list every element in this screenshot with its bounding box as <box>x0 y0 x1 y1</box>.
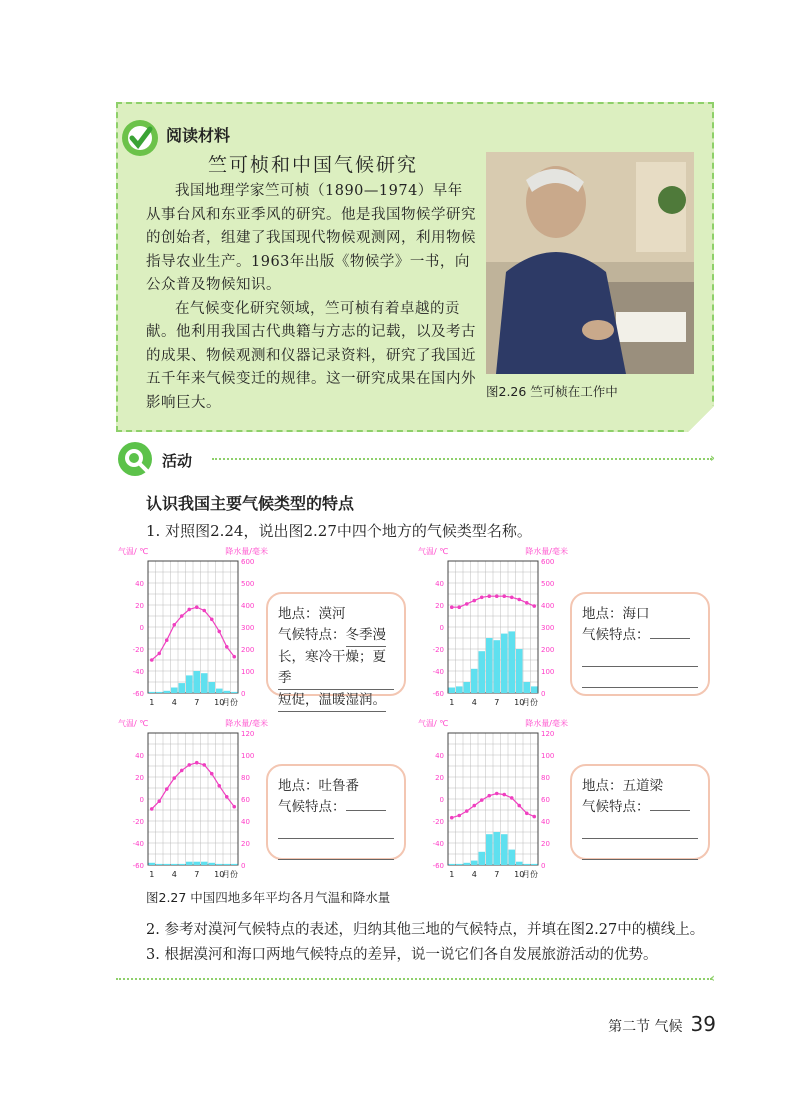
y-tick-precip: 80 <box>541 774 550 782</box>
precip-bar <box>524 682 531 693</box>
precip-bar <box>201 862 208 865</box>
precip-bar <box>209 863 216 865</box>
y-tick-precip: 120 <box>541 730 555 738</box>
precip-bar <box>216 689 223 693</box>
y-tick-temp: -20 <box>432 818 444 826</box>
precip-bar <box>171 688 178 694</box>
precip-bar <box>509 631 516 693</box>
y-tick-temp: 20 <box>135 774 144 782</box>
x-tick: 4 <box>171 870 177 879</box>
x-tick: 10 <box>214 870 225 879</box>
precip-bar <box>164 691 171 693</box>
y-tick-precip: 100 <box>241 668 255 676</box>
place-label: 地点：吐鲁番 <box>278 778 359 794</box>
y-axis-label-temp: 气温/ ℃ <box>418 719 449 728</box>
temperature-point <box>180 614 184 618</box>
precip-bar <box>149 692 156 693</box>
reading-label: 阅读材料 <box>166 126 231 145</box>
precip-bar <box>149 863 156 865</box>
x-tick: 10 <box>514 698 525 707</box>
x-axis-unit: 月份 <box>222 870 238 879</box>
reading-paragraph: 我国地理学家竺可桢（1890—1974）早年从事台风和东亚季风的研究。他是我国物候学研究的创始者，组建了我国现代物候观测网，利用物候指导农业生产。1963年出版《物候学》一书，向公众普及物候知识。 <box>146 183 476 293</box>
temperature-point <box>202 763 206 767</box>
y-tick-temp: -60 <box>132 690 144 698</box>
answer-line[interactable] <box>582 646 698 667</box>
divider-dotted <box>212 458 712 460</box>
x-tick: 4 <box>471 870 477 879</box>
temperature-point <box>472 804 476 808</box>
answer-line[interactable] <box>346 810 386 811</box>
section-name: 第二节 气候 <box>608 1019 683 1035</box>
feature-label: 气候特点： <box>582 627 650 643</box>
temperature-point <box>487 594 491 598</box>
temperature-point <box>150 807 154 811</box>
x-tick: 1 <box>149 698 155 707</box>
feature-text: 短促，温暖湿润。 <box>278 690 386 712</box>
temperature-point <box>157 799 161 803</box>
y-tick-precip: 300 <box>541 624 555 632</box>
precip-bar <box>509 850 516 865</box>
temperature-point <box>202 609 206 613</box>
temperature-point <box>510 596 514 600</box>
feature-text: 冬季漫 <box>346 625 387 647</box>
arrow-left-icon: ‹ <box>710 971 715 985</box>
y-axis-label-temp: 气温/ ℃ <box>118 719 149 728</box>
temperature-point <box>187 763 191 767</box>
y-tick-temp: -40 <box>132 668 144 676</box>
temperature-point <box>172 623 176 627</box>
y-tick-temp: 20 <box>435 774 444 782</box>
y-axis-label-temp: 气温/ ℃ <box>118 547 149 556</box>
precip-bar <box>179 864 186 865</box>
temperature-point <box>487 794 491 798</box>
answer-line[interactable] <box>650 810 690 811</box>
precip-bar <box>516 862 523 865</box>
info-card-wudaoliang <box>570 764 710 860</box>
precip-bar <box>186 862 193 865</box>
y-tick-precip: 100 <box>241 752 255 760</box>
y-tick-temp: -60 <box>432 862 444 870</box>
precip-bar <box>194 671 201 693</box>
temperature-point <box>525 601 529 605</box>
y-tick-precip: 600 <box>241 558 255 566</box>
precip-bar <box>201 673 208 693</box>
temperature-point <box>457 814 461 818</box>
info-card-mohe <box>266 592 406 708</box>
precip-bar <box>471 861 478 865</box>
scientist-photo <box>486 152 694 374</box>
y-tick-precip: 500 <box>241 580 255 588</box>
x-axis-unit: 月份 <box>522 698 538 707</box>
precip-bar <box>486 834 493 865</box>
temperature-point <box>495 792 499 796</box>
precip-bar <box>186 675 193 693</box>
temperature-point <box>472 599 476 603</box>
answer-line[interactable] <box>582 667 698 688</box>
precip-bar <box>471 669 478 693</box>
y-tick-precip: 200 <box>241 646 255 654</box>
x-tick: 7 <box>194 870 200 879</box>
y-tick-temp: 0 <box>139 796 144 804</box>
y-tick-temp: 20 <box>135 602 144 610</box>
y-tick-precip: 0 <box>241 862 246 870</box>
question-2: 2. 参考对漠河气候特点的表述，归纳其他三地的气候特点，并填在图2.27中的横线上。 <box>146 922 705 938</box>
reading-body <box>146 180 476 415</box>
x-tick: 4 <box>471 698 477 707</box>
temperature-point <box>517 804 521 808</box>
y-tick-temp: 40 <box>135 580 144 588</box>
precip-bar <box>501 834 508 865</box>
x-tick: 10 <box>514 870 525 879</box>
temperature-point <box>232 805 236 809</box>
precip-bar <box>156 864 163 865</box>
feature-text: 长，寒冷干燥；夏季 <box>278 647 394 690</box>
temperature-point <box>225 645 229 649</box>
photo-caption: 图2.26 竺可桢在工作中 <box>486 384 618 399</box>
y-tick-temp: -40 <box>132 840 144 848</box>
temperature-point <box>457 605 461 609</box>
precip-bar <box>171 864 178 865</box>
precip-bar <box>456 686 463 693</box>
x-tick: 10 <box>214 698 225 707</box>
temperature-point <box>180 769 184 773</box>
precip-bar <box>224 691 231 693</box>
y-tick-precip: 0 <box>541 862 546 870</box>
answer-line[interactable] <box>582 818 698 839</box>
x-tick: 7 <box>494 870 500 879</box>
place-label: 地点：漠河 <box>278 606 346 622</box>
temperature-point <box>165 638 169 642</box>
precip-bar <box>194 862 201 865</box>
y-tick-precip: 400 <box>541 602 555 610</box>
page-fold <box>688 406 714 432</box>
y-tick-temp: -40 <box>432 668 444 676</box>
arrow-right-icon: › <box>710 451 715 465</box>
temperature-point <box>532 815 536 819</box>
temperature-point <box>450 816 454 820</box>
precip-bar <box>531 686 538 693</box>
precip-bar <box>524 864 531 865</box>
temperature-point <box>165 787 169 791</box>
temperature-point <box>187 608 191 612</box>
y-tick-precip: 40 <box>541 818 550 826</box>
y-tick-temp: 0 <box>439 624 444 632</box>
precip-bar <box>164 864 171 865</box>
y-tick-precip: 40 <box>241 818 250 826</box>
reading-title: 竺可桢和中国气候研究 <box>208 154 419 176</box>
temperature-point <box>225 795 229 799</box>
temperature-point <box>172 776 176 780</box>
x-tick: 7 <box>494 698 500 707</box>
divider-dotted-bottom <box>116 978 712 980</box>
answer-line[interactable] <box>582 839 698 860</box>
temperature-point <box>532 604 536 608</box>
activity-icon <box>116 440 154 478</box>
precip-bar <box>179 683 186 693</box>
temperature-point <box>217 784 221 788</box>
y-tick-temp: 40 <box>435 752 444 760</box>
page-number: 39 <box>690 1012 716 1036</box>
y-tick-precip: 0 <box>241 690 246 698</box>
y-tick-temp: 40 <box>135 752 144 760</box>
temperature-point <box>480 596 484 600</box>
y-tick-precip: 400 <box>241 602 255 610</box>
activity-title: 认识我国主要气候类型的特点 <box>146 494 355 513</box>
precip-bar <box>494 832 501 865</box>
y-tick-precip: 80 <box>241 774 250 782</box>
y-axis-label-precip: 降水量/毫米 <box>525 719 568 728</box>
y-axis-label-precip: 降水量/毫米 <box>225 547 268 556</box>
y-tick-precip: 200 <box>541 646 555 654</box>
y-tick-precip: 100 <box>541 752 555 760</box>
y-tick-temp: 40 <box>435 580 444 588</box>
precip-bar <box>516 649 523 693</box>
question-1: 1. 对照图2.24，说出图2.27中四个地方的气候类型名称。 <box>146 522 532 540</box>
temperature-point <box>465 809 469 813</box>
y-tick-precip: 60 <box>241 796 250 804</box>
temperature-point <box>157 652 161 656</box>
temperature-point <box>465 602 469 606</box>
temperature-point <box>210 618 214 622</box>
reading-paragraph: 在气候变化研究领域，竺可桢有着卓越的贡献。他利用我国古代典籍与方志的记载，以及考古的成果、物候观测和仪器记录资料，研究了我国近五千年来气候变迁的规律。这一研究成果在国内外影响巨大。 <box>146 300 476 411</box>
temperature-point <box>517 598 521 602</box>
y-tick-temp: -20 <box>132 818 144 826</box>
y-tick-temp: 20 <box>435 602 444 610</box>
y-axis-label-precip: 降水量/毫米 <box>225 719 268 728</box>
temperature-point <box>217 630 221 634</box>
info-card-haikou <box>570 592 710 696</box>
temperature-point <box>502 793 506 797</box>
precip-bar <box>449 864 456 865</box>
figure-caption: 图2.27 中国四地多年平均各月气温和降水量 <box>146 890 391 905</box>
feature-label: 气候特点： <box>278 627 346 643</box>
climate-chart-mohe <box>118 545 268 725</box>
reading-check-icon <box>120 118 160 158</box>
precip-bar <box>479 852 486 865</box>
y-tick-precip: 100 <box>541 668 555 676</box>
temperature-point <box>510 796 514 800</box>
page-footer <box>608 1012 716 1036</box>
y-tick-precip: 600 <box>541 558 555 566</box>
precip-bar <box>231 864 238 865</box>
x-tick: 4 <box>171 698 177 707</box>
y-axis-label-temp: 气温/ ℃ <box>418 547 449 556</box>
place-label: 地点：五道梁 <box>582 778 663 794</box>
y-tick-precip: 20 <box>241 840 250 848</box>
x-tick: 1 <box>149 870 155 879</box>
temperature-point <box>525 812 529 816</box>
y-tick-temp: -40 <box>432 840 444 848</box>
answer-line[interactable] <box>278 839 394 860</box>
temperature-point <box>495 594 499 598</box>
y-tick-temp: -20 <box>132 646 144 654</box>
x-axis-unit: 月份 <box>222 698 238 707</box>
info-card-turpan <box>266 764 406 860</box>
y-tick-temp: 0 <box>139 624 144 632</box>
precip-bar <box>449 688 456 694</box>
feature-label: 气候特点： <box>582 799 650 815</box>
answer-line[interactable] <box>650 638 690 639</box>
y-tick-precip: 120 <box>241 730 255 738</box>
y-tick-precip: 500 <box>541 580 555 588</box>
feature-label: 气候特点： <box>278 799 346 815</box>
x-tick: 1 <box>449 698 455 707</box>
precip-bar <box>486 638 493 693</box>
answer-line[interactable] <box>278 818 394 839</box>
precip-bar <box>456 864 463 865</box>
precip-bar <box>494 640 501 693</box>
climate-chart-turpan <box>118 717 268 897</box>
precip-bar <box>464 863 471 865</box>
y-axis-label-precip: 降水量/毫米 <box>525 547 568 556</box>
y-tick-precip: 60 <box>541 796 550 804</box>
x-tick: 1 <box>449 870 455 879</box>
precip-bar <box>531 864 538 865</box>
y-tick-precip: 0 <box>541 690 546 698</box>
y-tick-temp: -20 <box>432 646 444 654</box>
temperature-point <box>195 761 199 765</box>
x-tick: 7 <box>194 698 200 707</box>
precip-bar <box>501 634 508 693</box>
precip-bar <box>156 692 163 693</box>
temperature-point <box>150 658 154 662</box>
temperature-point <box>232 655 236 659</box>
temperature-point <box>195 605 199 609</box>
activity-label: 活动 <box>162 452 193 470</box>
x-axis-unit: 月份 <box>522 870 538 879</box>
temperature-point <box>210 772 214 776</box>
precip-bar <box>209 682 216 693</box>
precip-bar <box>479 651 486 693</box>
y-tick-precip: 300 <box>241 624 255 632</box>
temperature-point <box>502 594 506 598</box>
precip-bar <box>224 864 231 865</box>
place-label: 地点：海口 <box>582 606 650 622</box>
y-tick-temp: -60 <box>432 690 444 698</box>
climate-chart-wudaoliang <box>418 717 568 897</box>
climate-chart-haikou <box>418 545 568 725</box>
y-tick-temp: -60 <box>132 862 144 870</box>
y-tick-temp: 0 <box>439 796 444 804</box>
precip-bar <box>464 682 471 693</box>
question-3: 3. 根据漠河和海口两地气候特点的差异，说一说它们各自发展旅游活动的优势。 <box>146 947 658 963</box>
y-tick-precip: 20 <box>541 840 550 848</box>
temperature-point <box>450 605 454 609</box>
precip-bar <box>216 864 223 865</box>
precip-bar <box>231 692 238 693</box>
temperature-point <box>480 798 484 802</box>
